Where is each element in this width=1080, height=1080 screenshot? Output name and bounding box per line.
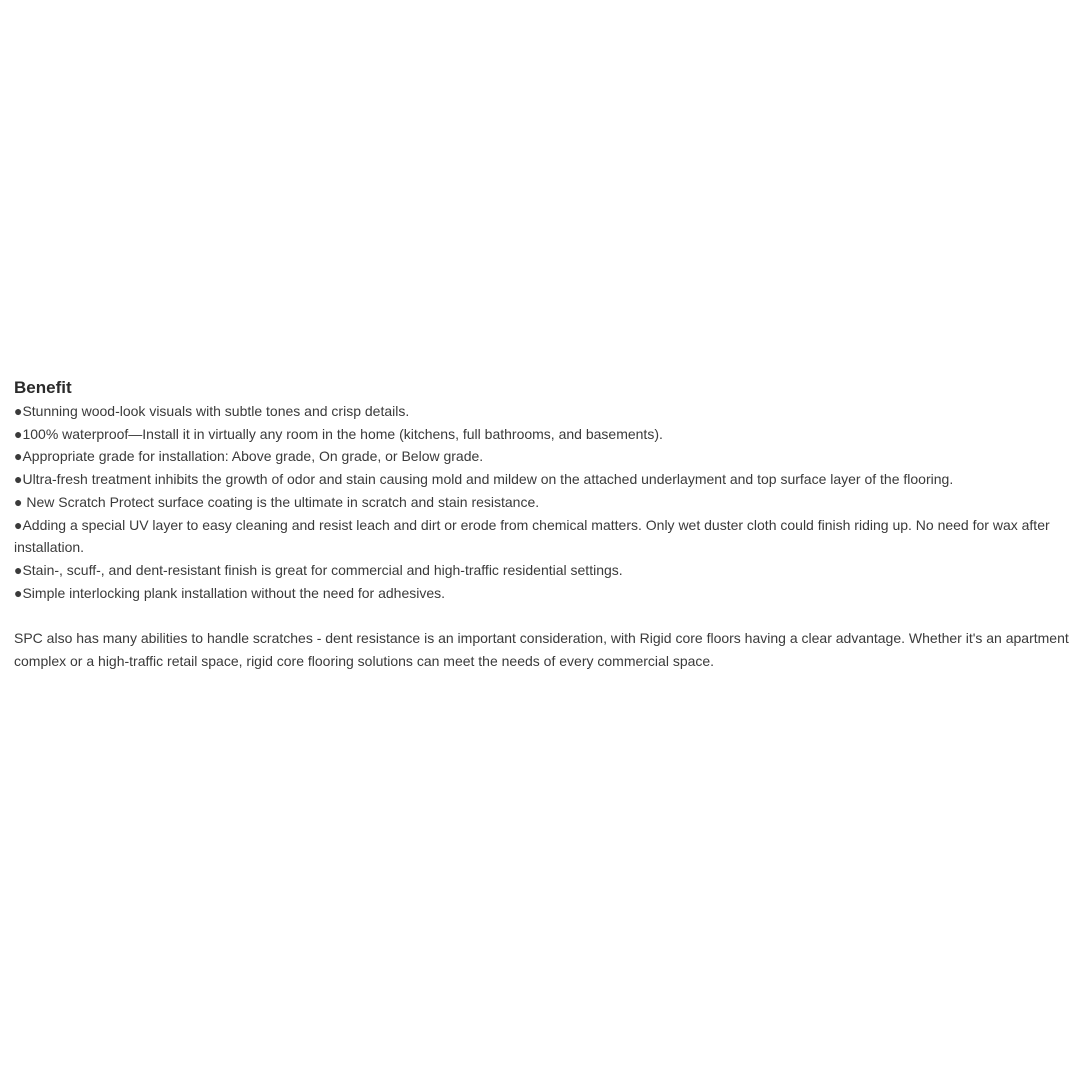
- benefit-item: ●Adding a special UV layer to easy cleaning and resist leach and dirt or erode from chemical matters. Only wet duster cloth could finish riding up. No need for wax after installation.: [14, 516, 1050, 556]
- benefit-item: ●Stunning wood-look visuals with subtle tones and crisp details.: [14, 403, 410, 419]
- benefit-list: [14, 400, 1076, 604]
- section-heading: Benefit: [14, 378, 72, 397]
- benefit-item: ●Ultra-fresh treatment inhibits the growth of odor and stain causing mold and mildew on the attached underlayment and top surface layer of the flooring.: [14, 471, 954, 488]
- summary-paragraph: SPC also has many abilities to handle scratches - dent resistance is an important consideration, with Rigid core floors having a clear advantage. Whether it's an apartment complex or a high-traffic retail space, rigid core flooring solutions can meet the needs of every commercial space.: [14, 630, 1069, 670]
- benefit-item: ●Appropriate grade for installation: Above grade, On grade, or Below grade.: [14, 448, 484, 465]
- benefit-item: ●Stain-, scuff-, and dent-resistant finish is great for commercial and high-traffic residential settings.: [14, 561, 623, 578]
- benefit-section: [14, 376, 1076, 687]
- benefit-item: ● New Scratch Protect surface coating is the ultimate in scratch and stain resistance.: [14, 493, 540, 510]
- benefit-item: ●Simple interlocking plank installation without the need for adhesives.: [14, 584, 446, 601]
- benefit-item: ●100% waterproof—Install it in virtually any room in the home (kitchens, full bathrooms, and basements).: [14, 425, 663, 442]
